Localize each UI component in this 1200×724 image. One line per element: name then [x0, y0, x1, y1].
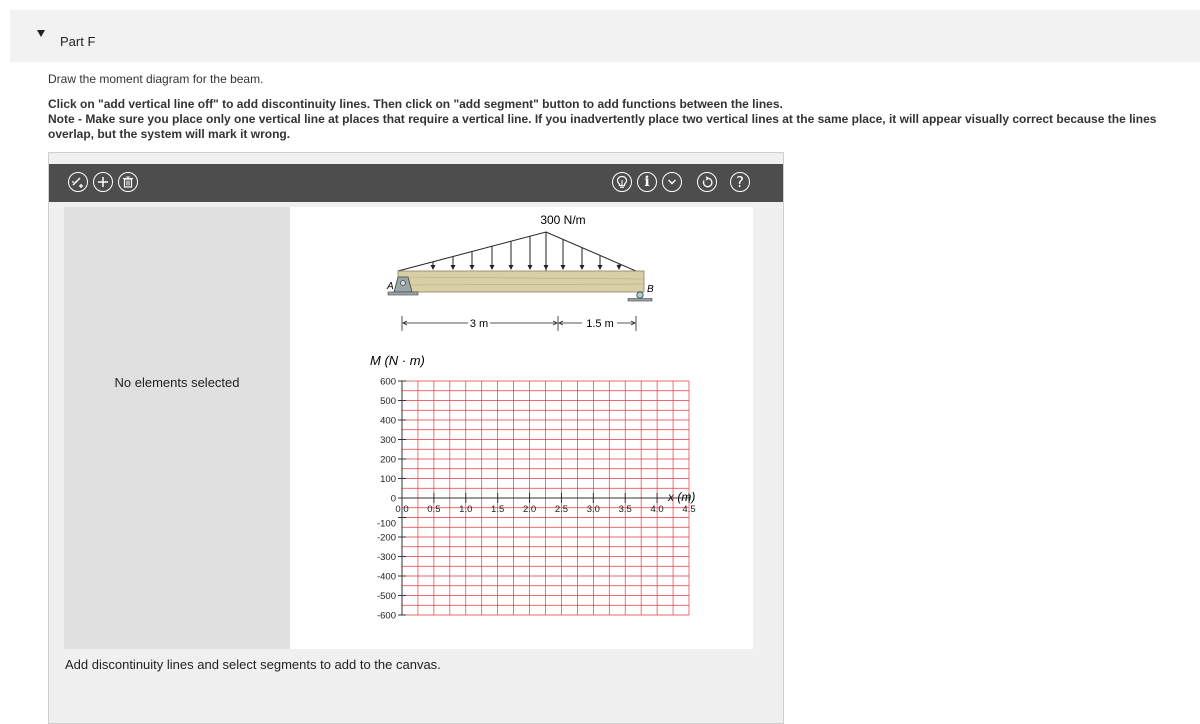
- y-axis-label: M (N · m): [370, 353, 425, 368]
- beam-figure: [386, 213, 654, 331]
- x-tick-label: 4.0: [650, 504, 664, 515]
- y-tick-label: 100: [380, 474, 396, 485]
- load-arrow-head: [509, 265, 514, 270]
- reset-icon: [701, 176, 714, 189]
- load-arrow-head: [617, 265, 622, 270]
- y-tick-label: -200: [376, 532, 396, 544]
- info-button[interactable]: [637, 172, 657, 192]
- y-tick-label: 0: [390, 493, 396, 505]
- dim-1.5m-label: 1.5 m: [586, 318, 614, 330]
- add-vertical-line-button[interactable]: [68, 172, 88, 192]
- hint-icon: [615, 175, 629, 189]
- instructions: [48, 97, 1188, 142]
- y-tick-label: 400: [380, 415, 396, 427]
- x-tick-label: 3.5: [618, 504, 632, 515]
- toolbar: [49, 164, 783, 202]
- drawing-tool-panel: [48, 152, 784, 724]
- y-tick-label: -400: [376, 571, 396, 583]
- x-tick-label: 4.5: [682, 504, 696, 515]
- add-vertical-line-icon: [71, 175, 85, 189]
- load-arrow-head: [470, 265, 475, 270]
- x-axis-label: x (m): [668, 490, 696, 504]
- x-tick-label: 0.5: [427, 504, 441, 515]
- x-tick-label: 1.5: [491, 504, 505, 515]
- load-arrow-head: [451, 265, 456, 270]
- x-tick-label: 2.0: [522, 504, 537, 515]
- properties-pane: [64, 207, 290, 649]
- drawing-canvas[interactable]: [290, 207, 753, 649]
- load-arrow-head: [431, 265, 436, 270]
- help-icon: ?: [736, 172, 744, 191]
- add-segment-icon: [97, 176, 109, 188]
- no-selection-text: No elements selected: [114, 375, 240, 390]
- support-b-label: B: [647, 284, 654, 295]
- part-header[interactable]: [10, 10, 1200, 62]
- delete-icon: [122, 176, 134, 188]
- part-title: Part F: [60, 34, 96, 49]
- y-tick-label: 500: [380, 396, 396, 407]
- question-prompt: Draw the moment diagram for the beam.: [48, 72, 264, 86]
- load-label: 300 N/m: [540, 213, 586, 227]
- x-tick-label: 3.0: [586, 504, 600, 515]
- y-tick-label: -100: [376, 518, 396, 530]
- y-tick-label: 200: [380, 454, 396, 466]
- canvas-svg: [290, 207, 753, 649]
- hint-button[interactable]: [612, 172, 632, 192]
- y-tick-label: -500: [376, 591, 396, 602]
- y-tick-label: -300: [376, 552, 396, 563]
- add-segment-button[interactable]: [93, 172, 113, 192]
- load-arrow-head: [598, 265, 603, 270]
- x-tick-label: 2.5: [554, 504, 569, 515]
- x-tick-label: 1.0: [459, 504, 473, 515]
- collapse-caret-icon[interactable]: [37, 30, 45, 37]
- options-dropdown-button[interactable]: [662, 172, 682, 192]
- dim-3m-label: 3 m: [469, 318, 489, 330]
- reset-button[interactable]: [697, 172, 717, 192]
- delete-button[interactable]: [118, 172, 138, 192]
- help-button[interactable]: [730, 172, 750, 192]
- instruction-line-2: Note - Make sure you place only one vertical line at places that require a vertical line. If you inadvertently place two vertical lines at the same place, it will appear visually correct because the lines overlap, but the system will mark it wrong.: [48, 112, 1157, 141]
- chevron-down-icon: [667, 178, 677, 186]
- moment-axes: [377, 377, 696, 622]
- y-tick-label: -600: [376, 610, 396, 622]
- load-arrow-head: [544, 265, 549, 270]
- load-arrow-head: [490, 265, 495, 270]
- load-arrow-head: [561, 265, 566, 270]
- support-a-label: A: [387, 281, 394, 292]
- beam: [398, 271, 644, 292]
- load-arrow-head: [580, 265, 585, 270]
- x-tick-label: 0.0: [395, 504, 409, 515]
- status-message: Add discontinuity lines and select segments to add to the canvas.: [65, 657, 441, 672]
- instruction-line-1: Click on "add vertical line off" to add discontinuity lines. Then click on "add segment" button to add functions between the lines.: [48, 97, 783, 111]
- y-tick-label: 600: [380, 376, 396, 388]
- load-arrow-head: [528, 265, 533, 270]
- y-tick-label: 300: [380, 435, 396, 446]
- info-icon: i: [644, 174, 650, 190]
